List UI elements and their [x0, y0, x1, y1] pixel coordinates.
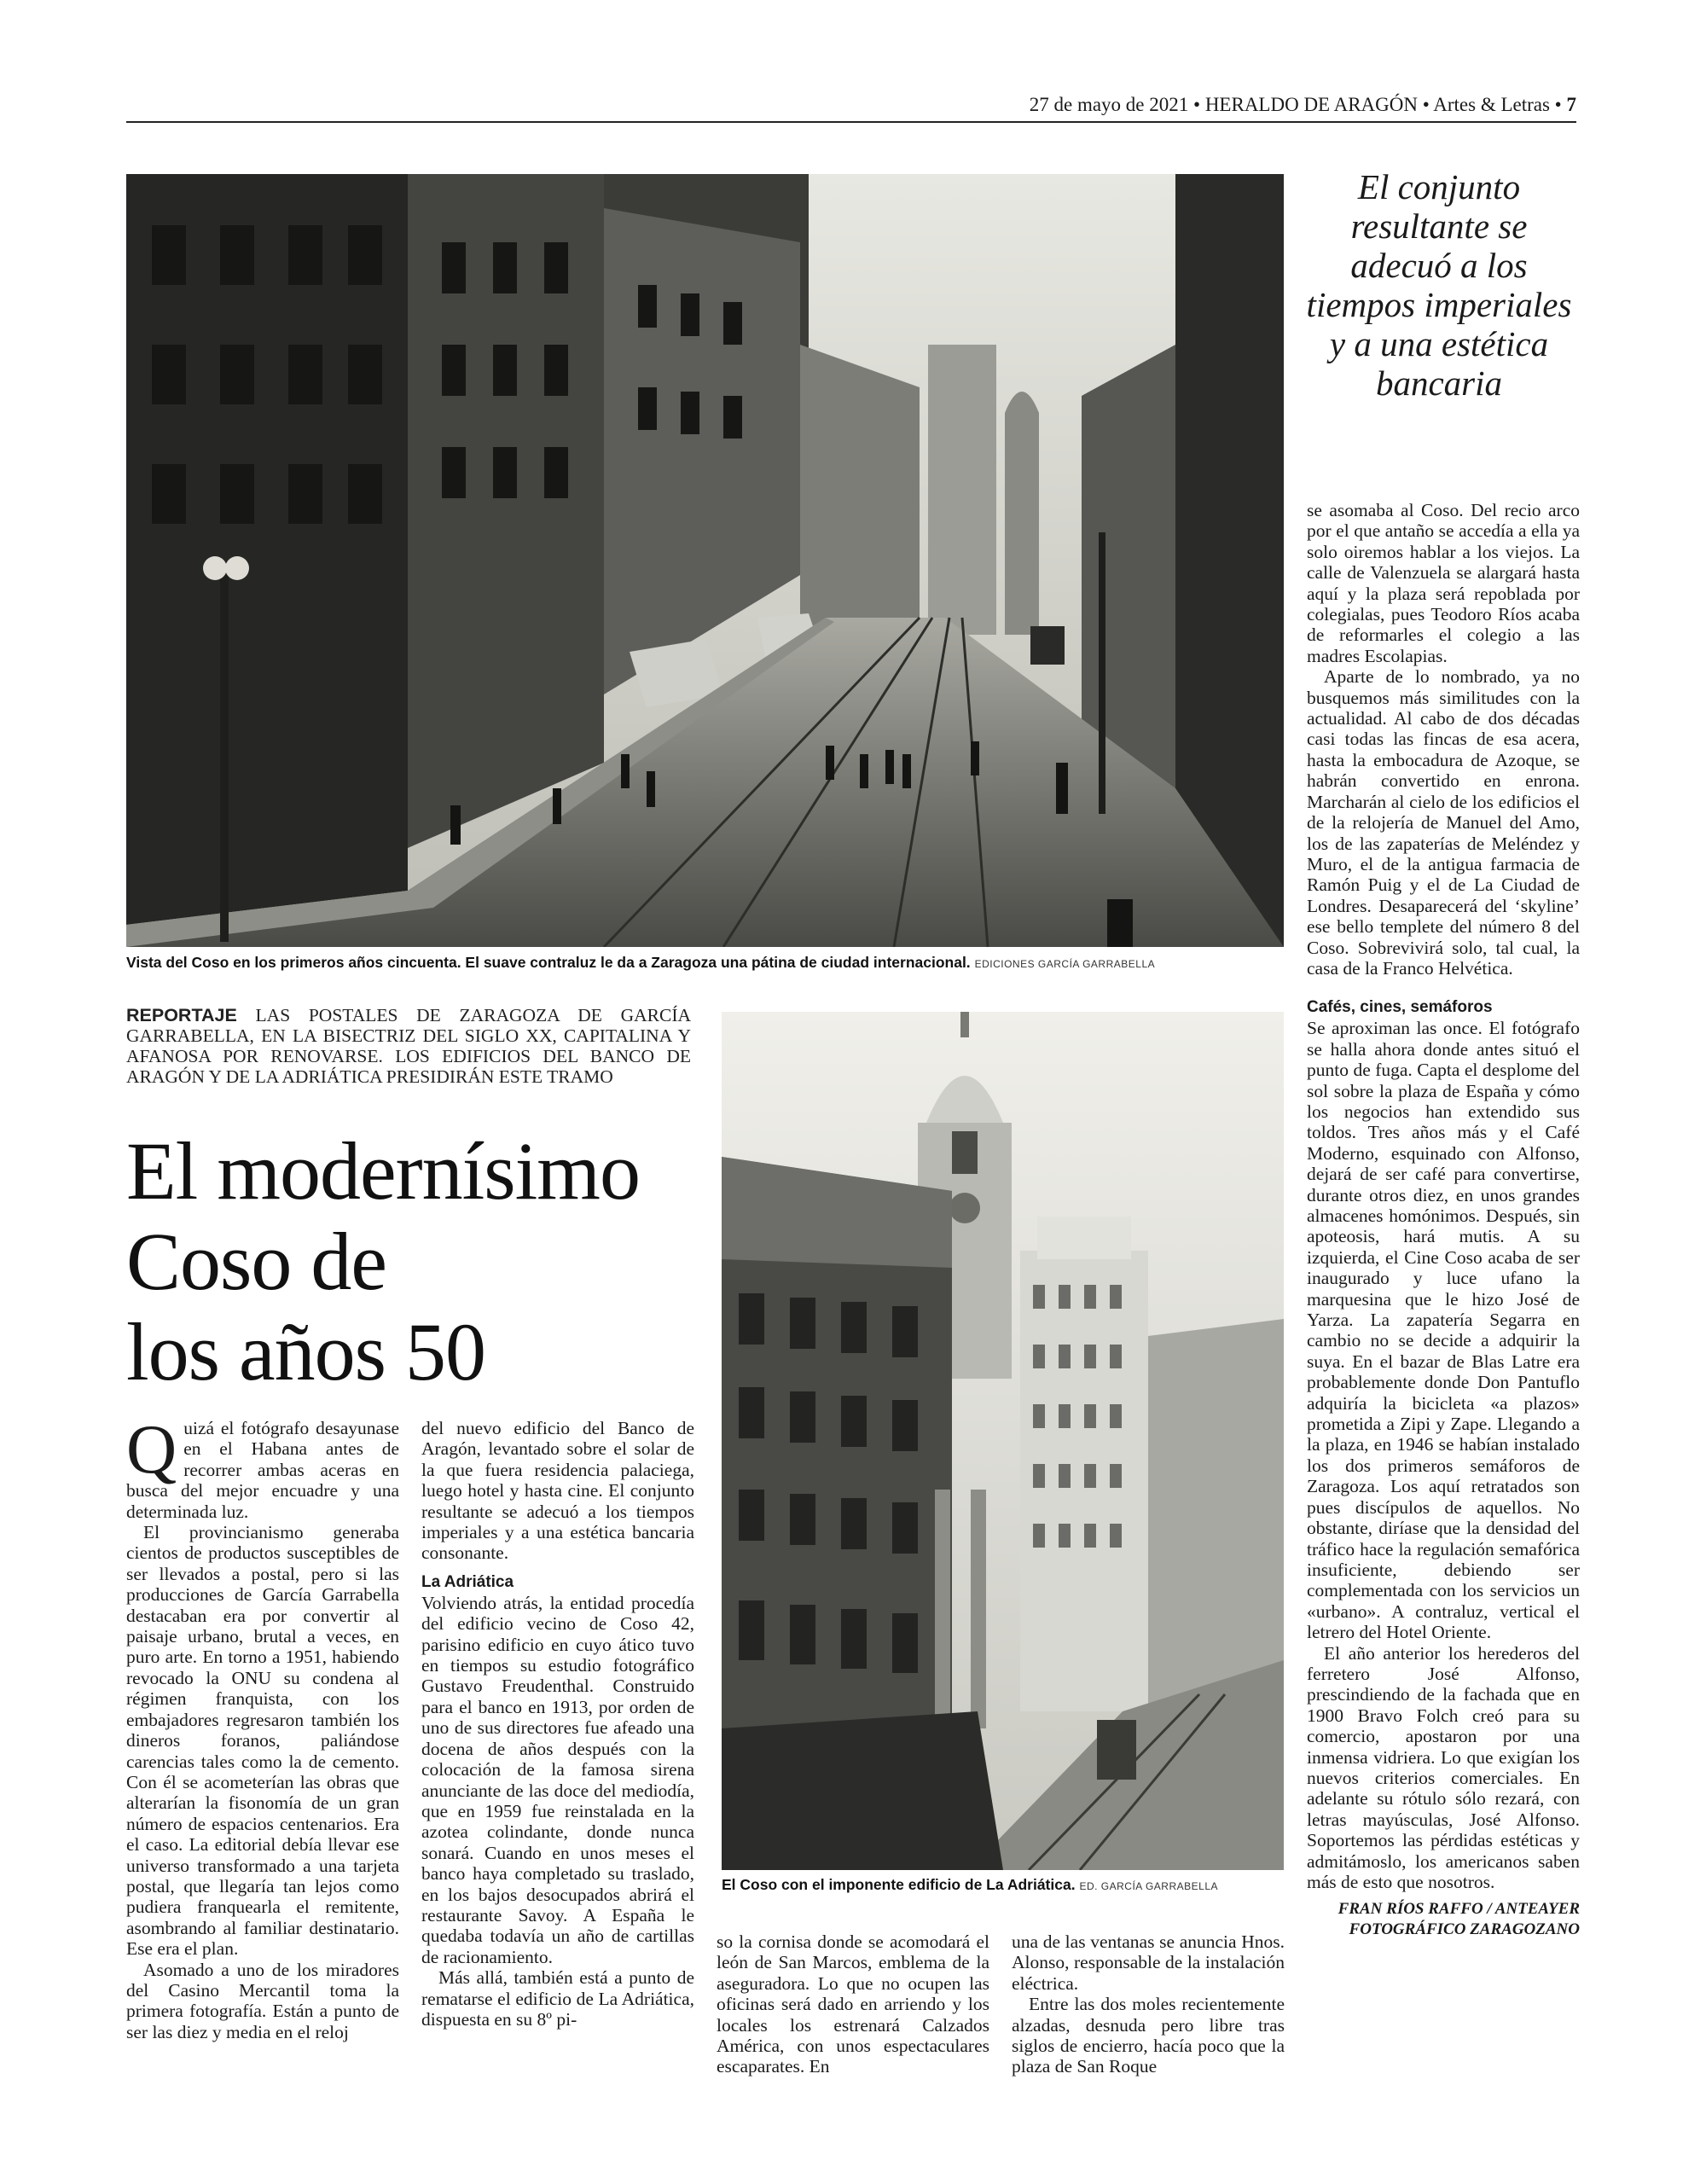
paragraph-2: Aparte de lo nombrado, ya no busquemos más similitudes con la actualidad. Al cabo de dos décadas casi todas las fincas de esa acera, hasta la embocadura de Azoque, se habrán convertido en enrona. Marcharán al cielo de los edificios el de la relojería de Manuel del Amo, los de las zapaterías de Meléndez y Muro, el de la antigua farmacia de Ramón Puig y el de La Ciudad de Londres. Desaparecerá del ‘skyline’ ese bello templete del número 8 del Coso. Sobrevivirá solo, tal cual, la casa de la Franco Helvética.	[1307, 666, 1580, 979]
paragraph-2: El provincianismo generaba cientos de productos susceptibles de ser llevados a postal, pero si las producciones de García Garrabella destacaban era por convertir al paisaje urbano, brutal a veces, en puro arte. En torno a 1951, habiendo revocado la ONU su condena al régimen franquista, con los embajadores regresaron también los dineros foranos, paliándose carencias tales como la de cemento. Con él se acometerían las obras que alterarían la fisonomía de un gran número de espacios centenarios. Era el caso. La editorial debía llevar ese universo transformado a una tarjeta postal, que llegaría tan lejos como pudiera franquearla el remitente, asombrando al familiar destinatario. Ese era el plan.	[126, 1522, 399, 1960]
paragraph-1: Quizá el fotógrafo desayunase en el Habana antes de recorrer ambas aceras en busca del mejor encuadre y una determinada luz.	[126, 1410, 399, 1522]
headline-line-1: El modernísimo	[126, 1125, 640, 1217]
caption-text: El Coso con el imponente edificio de La Adriática.	[722, 1876, 1076, 1893]
byline-section: FOTOGRÁFICO ZARAGOZANO	[1349, 1920, 1580, 1939]
paragraph-4: El año anterior los herederos del ferretero José Alfonso, prescindiendo de la fachada que en 1900 Bravo Folch creó para su comercio, apostaron por una inmensa vidriera. Lo que exigían los nuevos criterios comerciales. En adelante su rótulo sólo rezará, con letras mayúsculas, José Alfonso. Soportemos las pérdidas estéticas y admitámoslo, los americanos saben más de esto que nosotros.	[1307, 1642, 1580, 1892]
page-number: 7	[1566, 94, 1576, 115]
paragraph-3: Más allá, también está a punto de rematarse el edificio de La Adriática, dispuesta en su 8º pi-	[421, 1967, 694, 2030]
paragraph-3: Asomado a uno de los miradores del Casino Mercantil toma la primera fotografía. Están a punto de ser las diez y media en el reloj	[126, 1959, 399, 2042]
paragraph-1: una de las ventanas se anuncia Hnos. Alonso, responsable de la instalación eléctrica.	[1012, 1931, 1285, 1994]
kicker-label: REPORTAJE	[126, 1005, 237, 1025]
drop-cap: Q	[126, 1410, 177, 1488]
article-column-2	[421, 1418, 694, 2030]
article-column-5	[1307, 500, 1580, 1940]
kicker-text: LAS POSTALES DE ZARAGOZA DE GARCÍA GARRABELLA, EN LA BISECTRIZ DEL SIGLO XX, CAPITALINA Y AFANOSA POR RENOVARSE. LOS EDIFICIOS DEL BANCO DE ARAGÓN Y DE LA ADRIÁTICA PRESIDIRÁN ESTE TRAMO	[126, 1005, 692, 1087]
second-photo-caption	[722, 1875, 1284, 1896]
adriatica-building-photo	[722, 1012, 1284, 1870]
byline-author: FRAN RÍOS RAFFO / ANTEAYER	[1338, 1900, 1580, 1919]
top-photo-caption	[126, 953, 1284, 973]
caption-credit: ED. GARCÍA GARRABELLA	[1079, 1880, 1219, 1892]
byline	[1307, 1899, 1580, 1940]
subhead-cafes: Cafés, cines, semáforos	[1307, 998, 1493, 1017]
article-column-1	[126, 1410, 399, 2042]
paragraph-3: Se aproximan las once. El fotógrafo se halla ahora donde antes situó el punto de fuga. Capta el desplome del sol sobre la plaza de España y cómo los negocios han extendido sus toldos. Tres años más y el Café Moderno, esquinado con Alfonso, dejará de ser café para convertirse, durante otros diez, en unos grandes almacenes homónimos. Después, sin apoteosis, hará mutis. A su izquierda, el Cine Coso acaba de ser inaugurado y luce ufano la marquesina que le hizo José de Yarza. La zapatería Segarra en cambio no se decide a adquirir la suya. En el bazar de Blas Latre era probablemente donde Don Pantuflo adquiría la bicicleta «a plazos» prometida a Zipi y Zape. Llegando a la plaza, en 1946 se habían instalado los dos primeros semáforos de Zaragoza. Los aquí retratados son pues discípulos de aquellos. No obstante, diríase que la densidad del tráfico hace la regulación semafórica insuficiente, debiendo ser complementada con los servicios un «urbano». A contraluz, vertical el letrero del Hotel Oriente.	[1307, 1018, 1580, 1643]
article-column-3	[717, 1931, 989, 2077]
headline-line-2: Coso de	[126, 1216, 386, 1307]
kicker	[126, 1005, 691, 1087]
page-header	[126, 92, 1576, 123]
paragraph-1: so la cornisa donde se acomodará el león de San Marcos, emblema de la aseguradora. Lo que no ocupen las oficinas será dado en arriendo y los locales los estrenará Calzados América, con unos espectaculares escaparates. En	[717, 1931, 989, 2077]
paragraph-1: se asomaba al Coso. Del recio arco por el que antaño se accedía a ella ya solo oiremos hablar a los viejos. La calle de Valenzuela se alargará hasta aquí y la plaza será repoblada por colegialas, pues Teodoro Ríos acaba de reformarles el colegio a las madres Escolapias.	[1307, 500, 1580, 666]
caption-credit: EDICIONES GARCÍA GARRABELLA	[974, 958, 1156, 970]
paragraph-2: Entre las dos moles recientemente alzadas, desnuda pero libre tras siglos de encierro, hacía poco que la plaza de San Roque	[1012, 1994, 1285, 2077]
caption-text: Vista del Coso en los primeros años cincuenta. El suave contraluz le da a Zaragoza una pátina de ciudad internacional.	[126, 954, 971, 971]
headline-line-3: los años 50	[126, 1306, 485, 1397]
subhead-la-adriatica: La Adriática	[421, 1572, 514, 1591]
headline	[126, 1126, 706, 1397]
paragraph-1: del nuevo edificio del Banco de Aragón, levantado sobre el solar de la que fuera residencia palaciega, luego hotel y hasta cine. El conjunto resultante se adecuó a los tiempos imperiales y a una estética bancaria consonante.	[421, 1418, 694, 1564]
article-column-4	[1012, 1931, 1285, 2077]
pull-quote: El conjunto resultante se adecuó a los tiempos imperiales y a una estética bancaria	[1306, 167, 1572, 403]
coso-street-photo	[126, 174, 1284, 947]
paragraph-2: Volviendo atrás, la entidad procedía del edificio vecino de Coso 42, parisino edificio en cuyo ático tuvo en tiempos su estudio fotográfico Gustavo Freudenthal. Construido para el banco en 1913, por orden de uno de sus directores fue afeado una docena de años después con la colocación de la famosa sirena anunciante de las doce del mediodía, que en 1959 fue reinstalada en la azotea colindante, donde nunca sonará. Cuando en unos meses el banco haya completado su traslado, en los bajos desocupados abrirá el restaurante Savoy. A España le quedaba todavía un año de cartillas de racionamiento.	[421, 1592, 694, 1967]
header-dateline: 27 de mayo de 2021 • HERALDO DE ARAGÓN • Artes & Letras •	[1029, 94, 1562, 115]
